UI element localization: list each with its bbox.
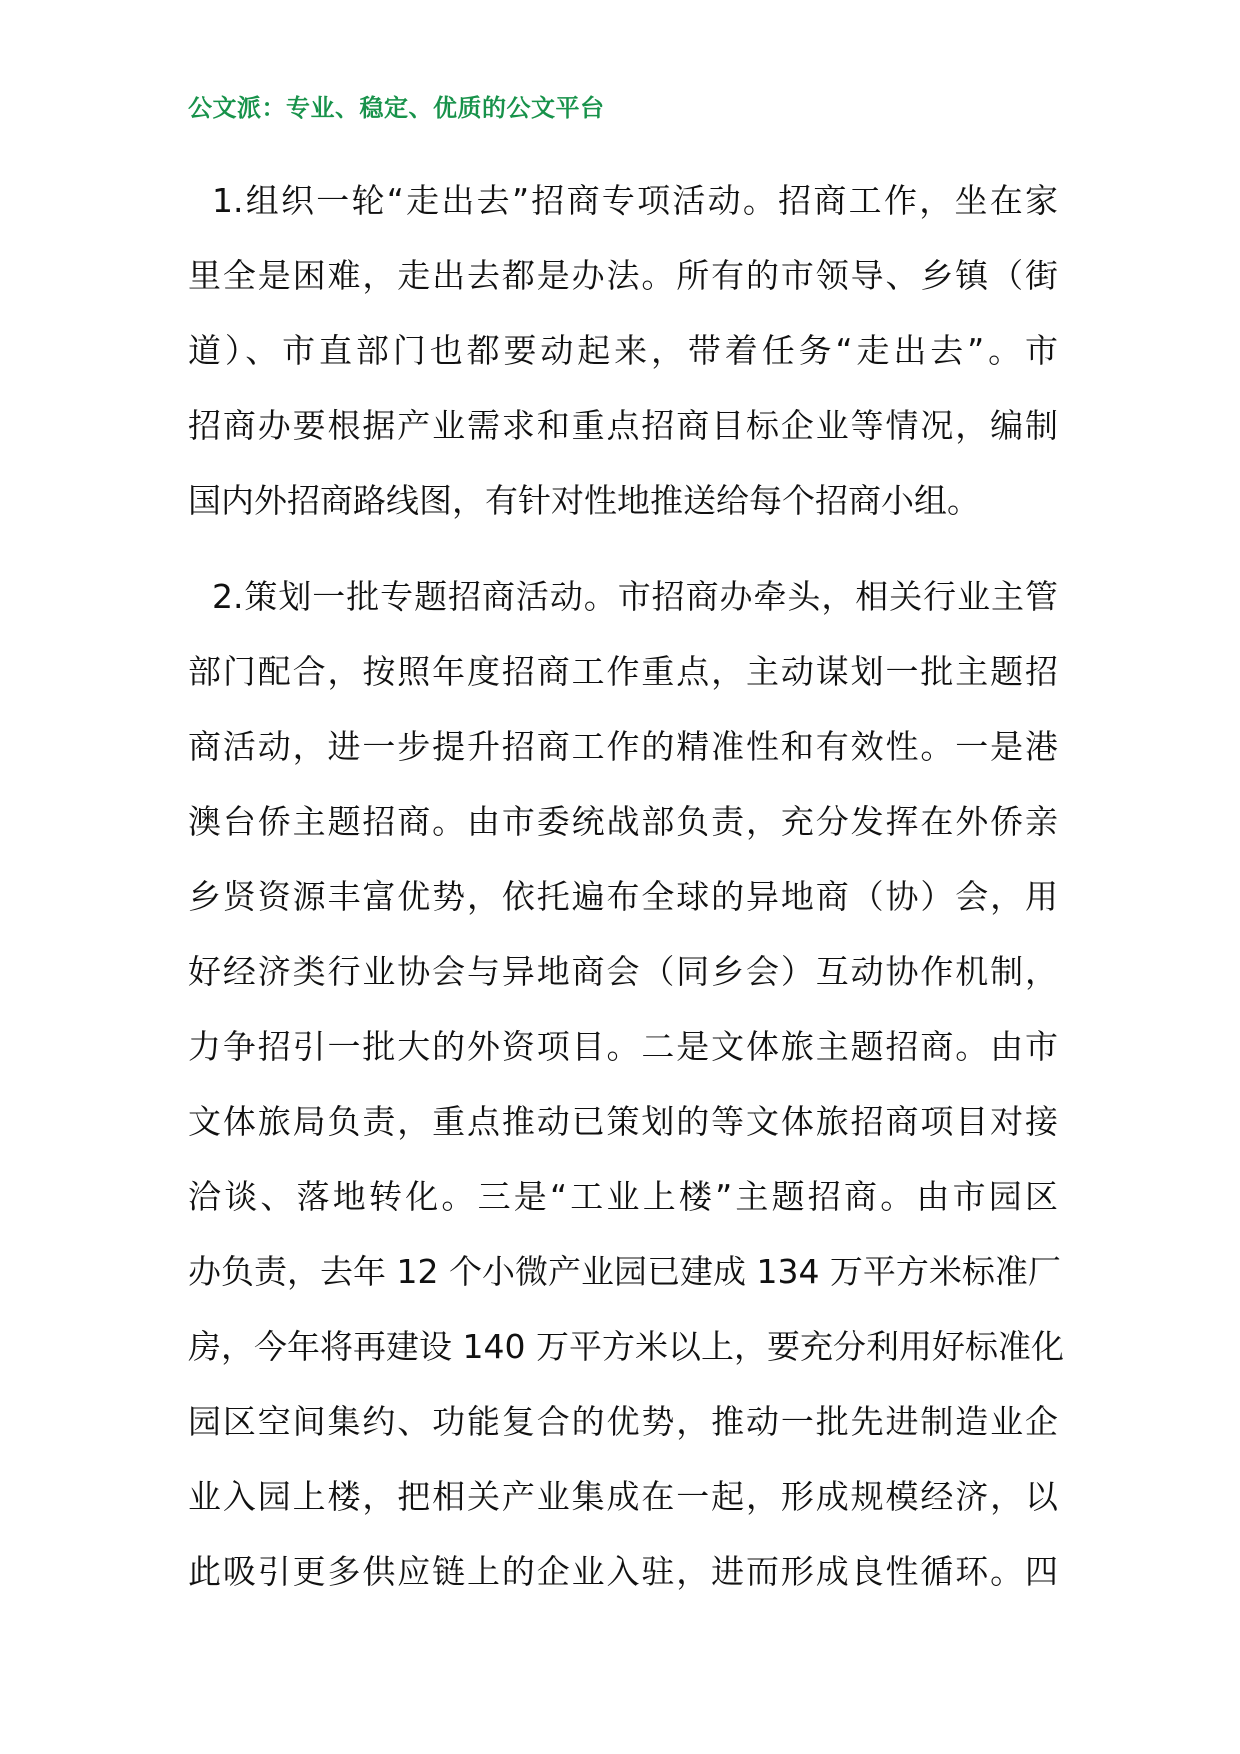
header-title: 公文派：专业、稳定、优质的公文平台 (188, 94, 605, 122)
text-line: 园区空间集约、功能复合的优势，推动一批先进制造业企 (188, 1402, 1058, 1441)
text-line: 业入园上楼，把相关产业集成在一起，形成规模经济，以 (188, 1477, 1058, 1516)
text-line: 力争招引一批大的外资项目。二是文体旅主题招商。由市 (188, 1027, 1058, 1066)
text-line: 洽谈、落地转化。三是“工业上楼”主题招商。由市园区 (188, 1177, 1058, 1216)
paragraph-2 (188, 559, 1064, 1609)
text-line: 澳台侨主题招商。由市委统战部负责，充分发挥在外侨亲 (188, 802, 1058, 841)
text-line: 商活动，进一步提升招商工作的精准性和有效性。一是港 (188, 727, 1058, 766)
paragraph-1 (188, 163, 1058, 538)
document-body (188, 163, 1064, 1609)
text-line: 里全是困难，走出去都是办法。所有的市领导、乡镇（街 (188, 256, 1058, 295)
text-line: 办负责，去年 12 个小微产业园已建成 134 万平方米标准厂 (188, 1252, 1061, 1291)
text-line: 乡贤资源丰富优势，依托遍布全球的异地商（协）会，用 (188, 877, 1058, 916)
text-line: 此吸引更多供应链上的企业入驻，进而形成良性循环。四 (188, 1552, 1058, 1591)
text-line: 部门配合，按照年度招商工作重点，主动谋划一批主题招 (188, 652, 1058, 691)
text-line: 招商办要根据产业需求和重点招商目标企业等情况，编制 (188, 406, 1058, 445)
text-line: 2.策划一批专题招商活动。市招商办牵头，相关行业主管 (212, 577, 1058, 616)
text-line: 1.组织一轮“走出去”招商专项活动。招商工作，坐在家 (212, 181, 1058, 220)
text-line: 国内外招商路线图，有针对性地推送给每个招商小组。 (188, 481, 980, 520)
text-line: 文体旅局负责，重点推动已策划的等文体旅招商项目对接 (188, 1102, 1058, 1141)
text-line: 房，今年将再建设 140 万平方米以上，要充分利用好标准化 (188, 1327, 1064, 1366)
text-line: 好经济类行业协会与异地商会（同乡会）互动协作机制， (188, 952, 1058, 991)
text-line: 道）、市直部门也都要动起来，带着任务“走出去”。市 (188, 331, 1058, 370)
